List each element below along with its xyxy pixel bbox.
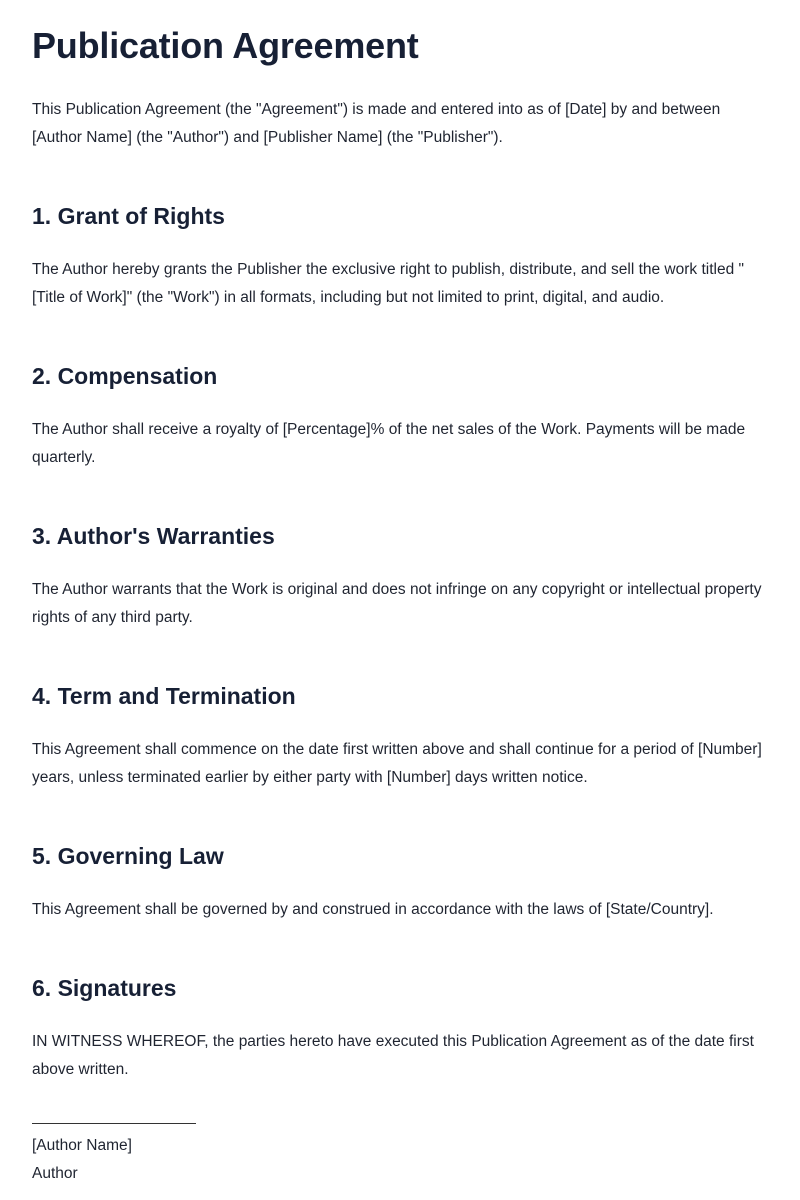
intro-paragraph: This Publication Agreement (the "Agreement") is made and entered into as of [Date] by and between [Author Name] (the "Author") and [Publisher Name] (the "Publisher"). <box>32 101 721 146</box>
section-heading-signatures: 6. Signatures <box>32 975 177 1001</box>
section-heading-term-and-termination: 4. Term and Termination <box>32 683 296 709</box>
section-heading-governing-law: 5. Governing Law <box>32 843 224 869</box>
section-body-grant-of-rights: The Author hereby grants the Publisher the exclusive right to publish, distribute, and sell the work titled "[Title of Work]" (the "Work") in all formats, including but not limited to print, digital, and audio. <box>32 261 745 306</box>
section-body-governing-law: This Agreement shall be governed by and construed in accordance with the laws of [State/Country]. <box>32 901 714 918</box>
section-body-authors-warranties: The Author warrants that the Work is original and does not infringe on any copyright or intellectual property rights of any third party. <box>32 581 762 626</box>
section-heading-grant-of-rights: 1. Grant of Rights <box>32 203 225 229</box>
section-body-term-and-termination: This Agreement shall commence on the date first written above and shall continue for a period of [Number] years, unless terminated earlier by either party with [Number] days written notice. <box>32 741 762 786</box>
signature-name: [Author Name] <box>32 1137 132 1154</box>
section-heading-authors-warranties: 3. Author's Warranties <box>32 523 275 549</box>
section-heading-compensation: 2. Compensation <box>32 363 218 389</box>
document-title: Publication Agreement <box>32 25 419 66</box>
section-body-compensation: The Author shall receive a royalty of [Percentage]% of the net sales of the Work. Payments will be made quarterly. <box>32 421 746 466</box>
section-body-signatures: IN WITNESS WHEREOF, the parties hereto have executed this Publication Agreement as of the date first above written. <box>32 1033 754 1078</box>
signature-line <box>32 1123 196 1124</box>
signature-role: Author <box>32 1165 78 1182</box>
